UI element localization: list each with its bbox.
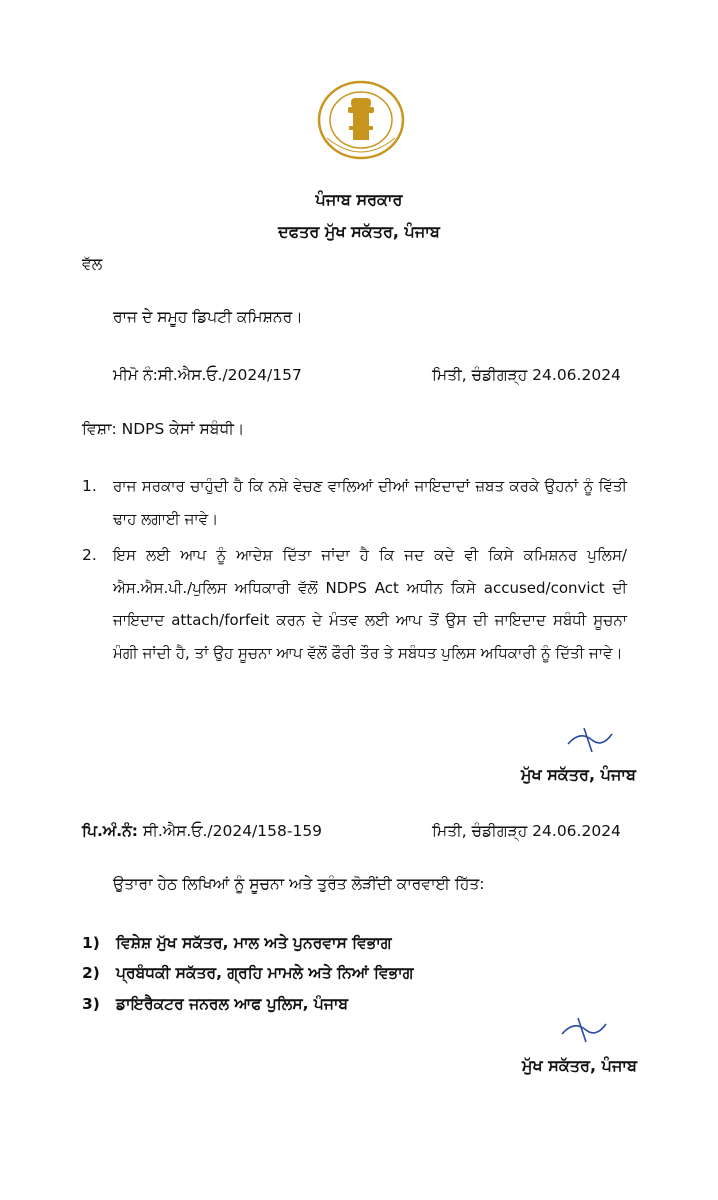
copy-list-text: ਵਿਸ਼ੇਸ਼ ਮੁੱਖ ਸਕੱਤਰ, ਮਾਲ ਅਤੇ ਪੁਨਰਵਾਸ ਵਿਭਾਗ [116, 934, 392, 952]
endorsement-value: ਸੀ.ਐਸ.ਓ./2024/158-159 [137, 822, 323, 840]
paragraph-text: ਰਾਜ ਸਰਕਾਰ ਚਾਹੁੰਦੀ ਹੈ ਕਿ ਨਸ਼ੇ ਵੇਚਣ ਵਾਲਿਆਂ ਦੀਆਂ ਜਾਇਦਾਦਾਂ ਜ਼ਬਤ ਕਰਕੇ ਉਹਨਾਂ ਨੂੰ ਵਿੱਤੀ ਢਾਹ ਲਗਾਈ ਜਾਵੇ। [113, 477, 627, 528]
endorsement-date: ਮਿਤੀ, ਚੰਡੀਗੜ੍ਹ 24.06.2024 [432, 822, 621, 840]
paragraph-text: ਇਸ ਲਈ ਆਪ ਨੂੰ ਆਦੇਸ਼ ਦਿੱਤਾ ਜਾਂਦਾ ਹੈ ਕਿ ਜਦ ਕਦੇ ਵੀ ਕਿਸੇ ਕਮਿਸ਼ਨਰ ਪੁਲਿਸ/ਐਸ.ਐਸ.ਪੀ./ਪੁਲਿਸ ਅਧਿਕਾਰੀ ਵੱਲੋਂ NDPS Act ਅਧੀਨ ਕਿਸੇ accused/convict ਦੀ ਜਾਇਦਾਦ attach/forfeit ਕਰਨ ਦੇ ਮੰਤਵ ਲਈ ਆਪ ਤੋਂ ਉਸ ਦੀ ਜਾਇਦਾਦ ਸਬੰਧੀ ਸੂਚਨਾ ਮੰਗੀ ਜਾਂਦੀ ਹੈ, ਤਾਂ ਉਹ ਸੂਚਨਾ ਆਪ ਵੱਲੋਂ ਫੌਰੀ ਤੌਰ ਤੇ ਸਬੰਧਤ ਪੁਲਿਸ ਅਧਿਕਾਰੀ ਨੂੰ ਦਿੱਤੀ ਜਾਵੇ। [113, 546, 627, 662]
signature-mark [556, 1012, 612, 1048]
memo-number: ਮੀਮੋ ਨੰ:ਸੀ.ਐਸ.ਓ./2024/157 [113, 366, 302, 384]
copy-list-item [82, 934, 392, 953]
to-label: ਵੱਲ [82, 255, 103, 273]
endorsement-label: ਪਿ.ਅੰ.ਨੰ: [82, 822, 138, 840]
copy-list-item [82, 964, 413, 983]
paragraph-number: 1. [82, 477, 97, 495]
copy-list-number: 1) [82, 934, 100, 952]
ashoka-emblem-icon [348, 98, 374, 140]
copy-list-text: ਪ੍ਰਬੰਧਕੀ ਸਕੱਤਰ, ਗ੍ਰਹਿ ਮਾਮਲੇ ਅਤੇ ਨਿਆਂ ਵਿਭਾਗ [116, 964, 414, 982]
signature-mark [562, 722, 618, 758]
signatory-title: ਮੁੱਖ ਸਕੱਤਰ, ਪੰਜਾਬ [521, 765, 636, 784]
office-heading: ਦਫਤਰ ਮੁੱਖ ਸਕੱਤਰ, ਪੰਜਾਬ [278, 222, 440, 241]
subject-line: ਵਿਸ਼ਾ: NDPS ਕੇਸਾਂ ਸਬੰਧੀ। [82, 420, 245, 438]
memo-date: ਮਿਤੀ, ਚੰਡੀਗੜ੍ਹ 24.06.2024 [432, 366, 621, 384]
copy-list-number: 3) [82, 995, 100, 1013]
paragraph-number: 2. [82, 546, 97, 564]
copy-forwarded-line: ਉਤਾਰਾ ਹੇਠ ਲਿਖਿਆਂ ਨੂੰ ਸੂਚਨਾ ਅਤੇ ਤੁਰੰਤ ਲੋੜੀਂਦੀ ਕਾਰਵਾਈ ਹਿੱਤ: [113, 875, 485, 893]
addressee: ਰਾਜ ਦੇ ਸਮੂਹ ਡਿਪਟੀ ਕਮਿਸ਼ਨਰ। [113, 308, 303, 326]
signatory-title: ਮੁੱਖ ਸਕੱਤਰ, ਪੰਜਾਬ [522, 1056, 637, 1075]
copy-list-item [82, 995, 348, 1014]
endorsement-number [82, 822, 322, 841]
copy-list-number: 2) [82, 964, 100, 982]
punjab-govt-seal [313, 80, 409, 164]
govt-heading: ਪੰਜਾਬ ਸਰਕਾਰ [315, 190, 403, 209]
copy-list-text: ਡਾਇਰੈਕਟਰ ਜਨਰਲ ਆਫ ਪੁਲਿਸ, ਪੰਜਾਬ [116, 995, 349, 1013]
